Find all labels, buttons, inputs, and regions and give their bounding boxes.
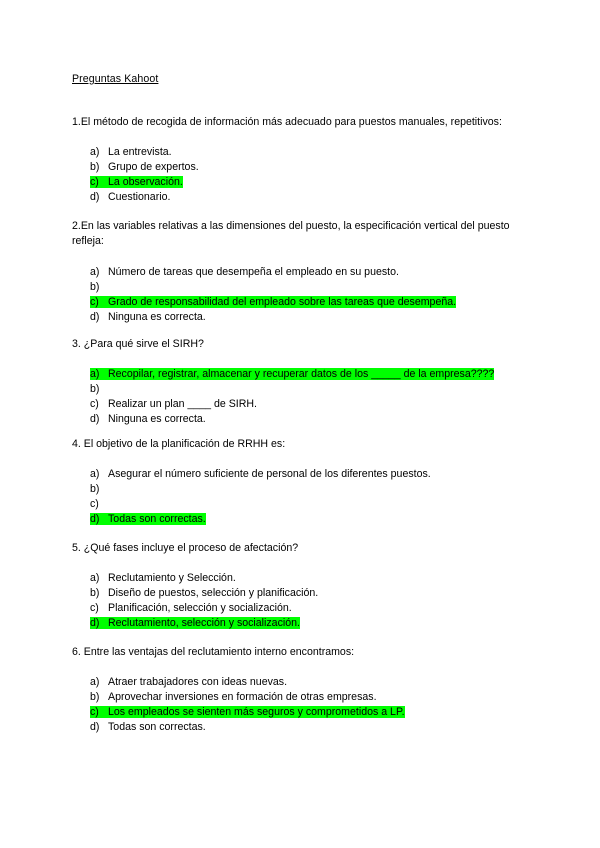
option-letter: c) — [90, 398, 99, 410]
answer-option — [90, 190, 199, 205]
answer-options — [90, 367, 494, 427]
option-text: Recopilar, registrar, almacenar y recuperar datos de los _____ de la empresa???? — [108, 368, 495, 380]
answer-option — [90, 382, 494, 397]
option-text: Grupo de expertos. — [108, 161, 199, 173]
option-text: Grado de responsabilidad del empleado sobre las tareas que desempeña. — [108, 296, 457, 308]
option-letter: a) — [90, 266, 100, 278]
option-text: Aprovechar inversiones en formación de otras empresas. — [108, 691, 377, 703]
option-letter: c) — [90, 706, 99, 718]
option-letter: a) — [90, 468, 100, 480]
option-text: Asegurar el número suficiente de personal de los diferentes puestos. — [108, 468, 431, 480]
option-text: Reclutamiento y Selección. — [108, 572, 236, 584]
option-letter: a) — [90, 368, 100, 380]
answer-option-correct — [90, 367, 494, 382]
answer-options — [90, 467, 431, 527]
answer-option-correct — [90, 175, 199, 190]
option-text: Número de tareas que desempeña el empleado en su puesto. — [108, 266, 399, 278]
answer-option — [90, 145, 199, 160]
answer-options — [90, 675, 405, 735]
answer-option — [90, 412, 494, 427]
answer-option — [90, 467, 431, 482]
answer-option — [90, 720, 405, 735]
option-text: Planificación, selección y socialización. — [108, 602, 292, 614]
option-text: Diseño de puestos, selección y planificación. — [108, 587, 319, 599]
option-text: Cuestionario. — [108, 191, 171, 203]
option-letter: a) — [90, 572, 100, 584]
document-title: Preguntas Kahoot — [72, 73, 159, 85]
option-letter: c) — [90, 498, 99, 510]
question-text: 6. Entre las ventajas del reclutamiento interno encontramos: — [72, 646, 355, 658]
answer-option — [90, 690, 405, 705]
answer-option-correct — [90, 616, 318, 631]
question-text: 4. El objetivo de la planificación de RRHH es: — [72, 438, 286, 450]
option-letter: d) — [90, 513, 100, 525]
answer-option — [90, 265, 456, 280]
answer-options — [90, 571, 318, 631]
answer-options — [90, 145, 199, 205]
answer-option — [90, 482, 431, 497]
option-text: Todas son correctas. — [108, 721, 206, 733]
option-letter: c) — [90, 602, 99, 614]
option-letter: b) — [90, 483, 100, 495]
answer-option — [90, 397, 494, 412]
option-letter: d) — [90, 191, 100, 203]
option-letter: d) — [90, 721, 100, 733]
option-letter: b) — [90, 587, 100, 599]
option-text: Los empleados se sienten más seguros y comprometidos a LP. — [108, 706, 405, 718]
answer-option-correct — [90, 295, 456, 310]
question-text: 2.En las variables relativas a las dimensiones del puesto, la especificación vertical del puesto refleja: — [72, 220, 510, 247]
answer-option — [90, 280, 456, 295]
answer-option — [90, 310, 456, 325]
option-text: Ninguna es correcta. — [108, 413, 206, 425]
option-text: Reclutamiento, selección y socialización. — [108, 617, 300, 629]
answer-option — [90, 160, 199, 175]
question-text: 3. ¿Para qué sirve el SIRH? — [72, 338, 204, 350]
option-letter: b) — [90, 281, 100, 293]
option-text: La entrevista. — [108, 146, 172, 158]
answer-option-correct — [90, 512, 431, 527]
option-letter: b) — [90, 161, 100, 173]
question-text: 5. ¿Qué fases incluye el proceso de afectación? — [72, 542, 299, 554]
answer-option-correct — [90, 705, 405, 720]
option-letter: b) — [90, 383, 100, 395]
option-letter: c) — [90, 176, 99, 188]
option-text: Ninguna es correcta. — [108, 311, 206, 323]
option-letter: d) — [90, 413, 100, 425]
option-text: La observación. — [108, 176, 183, 188]
answer-option — [90, 675, 405, 690]
question-text: 1.El método de recogida de información más adecuado para puestos manuales, repetitivos: — [72, 116, 502, 128]
option-text: Atraer trabajadores con ideas nuevas. — [108, 676, 288, 688]
answer-option — [90, 497, 431, 512]
option-letter: b) — [90, 691, 100, 703]
option-text: Realizar un plan ____ de SIRH. — [108, 398, 257, 410]
option-text: Todas son correctas. — [108, 513, 206, 525]
option-letter: d) — [90, 311, 100, 323]
option-letter: d) — [90, 617, 100, 629]
answer-option — [90, 601, 318, 616]
answer-options — [90, 265, 456, 325]
answer-option — [90, 571, 318, 586]
option-letter: a) — [90, 146, 100, 158]
option-letter: a) — [90, 676, 100, 688]
option-letter: c) — [90, 296, 99, 308]
answer-option — [90, 586, 318, 601]
